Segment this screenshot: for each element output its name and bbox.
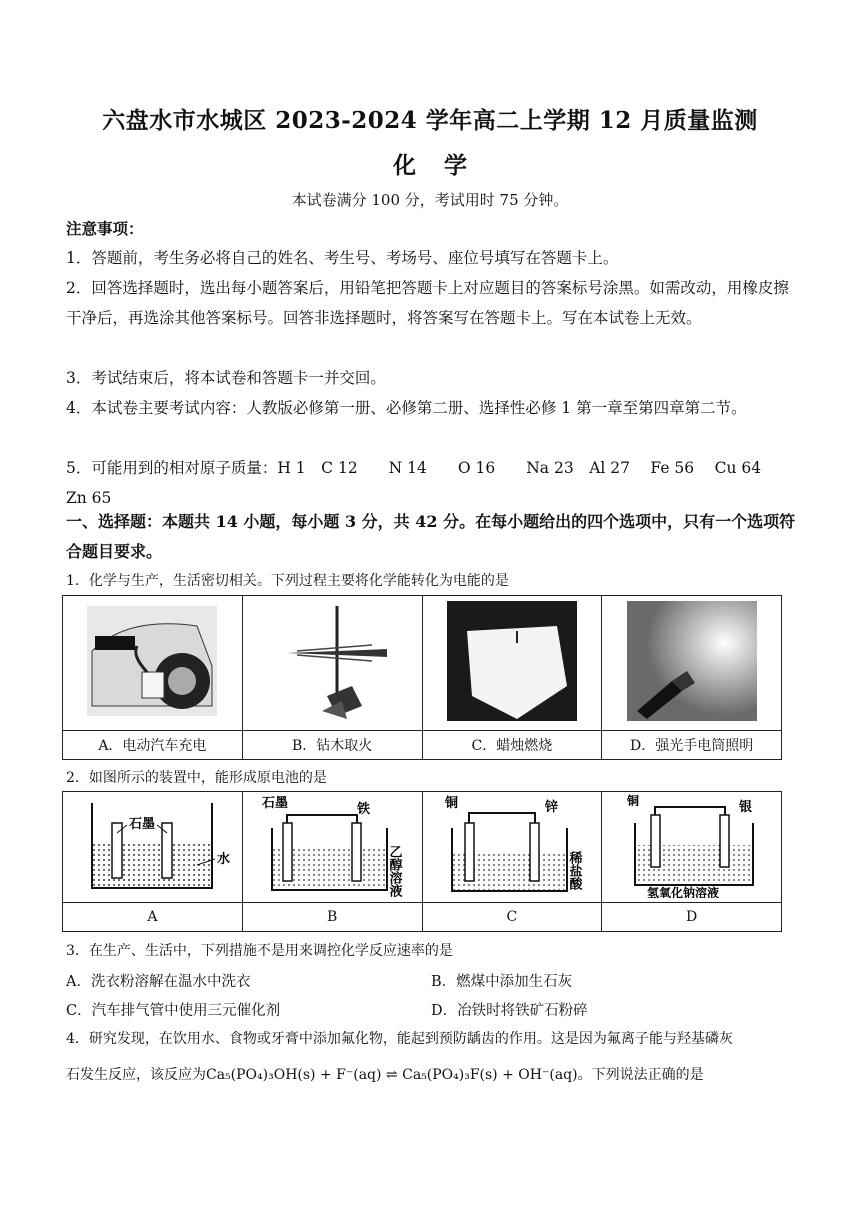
exam-title: 六盘水市水城区 2023-2024 学年高二上学期 12 月质量监测 [102, 107, 758, 134]
apparatus-c [422, 792, 602, 903]
q4-stem-pre: 石发生反应，该反应为 [66, 1067, 206, 1083]
option-b-label: B [242, 903, 422, 932]
car-charging-icon [87, 606, 217, 716]
notice-item-2: 2．回答选择题时，选出每小题答案后，用铅笔把答题卡上对应题目的答案标号涂黑。如需改动，用橡皮擦干净后，再选涂其他答案标号。回答非选择题时，将答案写在答题卡上。写在本试卷上无效。 [66, 279, 789, 327]
question-3-stem: 3．在生产、生活中，下列措施不是用来调控化学反应速率的是 [66, 943, 453, 959]
candle-icon [447, 601, 577, 721]
question-2-stem: 2．如图所示的装置中，能形成原电池的是 [66, 770, 327, 786]
question-4-stem-line-2 [66, 1060, 796, 1090]
option-c-label: C [422, 903, 602, 932]
flashlight-icon [627, 601, 757, 721]
question-1-stem: 1．化学与生产，生活密切相关。下列过程主要将化学能转化为电能的是 [66, 573, 509, 589]
option-a-caption: A．电动汽车充电 [63, 731, 243, 760]
option-b-caption: B．钻木取火 [242, 731, 422, 760]
question-3-options-row-2 [66, 999, 796, 1020]
apparatus-a [63, 792, 243, 903]
q3-option-c: C．汽车排气管中使用三元催化剂 [66, 1003, 281, 1019]
apparatus-c-liquid-label: 稀盐酸 [566, 850, 582, 890]
apparatus-b-liquid-label: 乙醇溶液 [386, 844, 402, 897]
question-2-options-table [62, 791, 782, 932]
notice-item-3: 3．考试结束后，将本试卷和答题卡一并交回。 [66, 369, 386, 387]
exam-info: 本试卷满分 100 分，考试用时 75 分钟。 [291, 191, 569, 209]
apparatus-b [242, 792, 422, 903]
notice-heading: 注意事项： [66, 219, 144, 238]
q3-option-d: D．冶铁时将铁矿石粉碎 [431, 1003, 588, 1019]
q4-stem-post: 。下列说法正确的是 [577, 1067, 704, 1083]
q4-equation: Ca₅(PO₄)₃OH(s) + F⁻(aq) ⇌ Ca₅(PO₄)₃F(s) + OH⁻(aq) [206, 1067, 578, 1083]
beaker-a-diagram [67, 793, 237, 898]
apparatus-a-electrode-label: 石墨 [129, 816, 156, 832]
option-a-image [63, 596, 243, 731]
beaker-c-diagram [427, 793, 597, 898]
option-d-caption: D．强光手电筒照明 [602, 731, 782, 760]
apparatus-b-right-label: 铁 [357, 801, 371, 817]
notice-item-5: 5．可能用到的相对原子质量：H 1 C 12 N 14 O 16 Na 23 Al 27 Fe 56 Cu 64 Zn 65 [66, 459, 782, 507]
apparatus-d-left-label: 铜 [626, 793, 639, 808]
beaker-b-diagram [247, 793, 417, 898]
notice-item-1: 1．答题前，考生务必将自己的姓名、考生号、考场号、座位号填写在答题卡上。 [66, 249, 619, 267]
option-d-label: D [602, 903, 782, 932]
apparatus-d-right-label: 银 [738, 799, 752, 815]
notice-item-4: 4．本试卷主要考试内容：人教版必修第一册、必修第二册、选择性必修 1 第一章至第四章第二节。 [66, 399, 747, 417]
beaker-d-diagram [607, 793, 777, 898]
option-c-image [422, 596, 602, 731]
subject-title: 化学 [393, 152, 495, 179]
question-3-options-row-1 [66, 970, 796, 991]
apparatus-c-left-label: 铜 [444, 795, 458, 811]
apparatus-b-left-label: 石墨 [262, 795, 289, 811]
option-b-image [242, 596, 422, 731]
question-1-options-table [62, 595, 782, 760]
apparatus-d [602, 792, 782, 903]
option-d-image [602, 596, 782, 731]
apparatus-d-liquid-label: 氢氧化钠溶液 [646, 885, 719, 898]
q3-option-b: B．燃煤中添加生石灰 [431, 974, 573, 990]
option-a-label: A [63, 903, 243, 932]
apparatus-a-liquid-label: 水 [217, 851, 231, 867]
section-1-heading: 一、选择题：本题共 14 小题，每小题 3 分，共 42 分。在每小题给出的四个选项中，只有一个选项符合题目要求。 [66, 512, 796, 561]
apparatus-c-right-label: 锌 [544, 799, 558, 815]
drill-fire-icon [267, 601, 397, 721]
option-c-caption: C．蜡烛燃烧 [422, 731, 602, 760]
question-4-stem-line-1: 4．研究发现，在饮用水、食物或牙膏中添加氟化物，能起到预防龋齿的作用。这是因为氟离子能与羟基磷灰 [66, 1031, 733, 1047]
q3-option-a: A．洗衣粉溶解在温水中洗衣 [66, 974, 251, 990]
